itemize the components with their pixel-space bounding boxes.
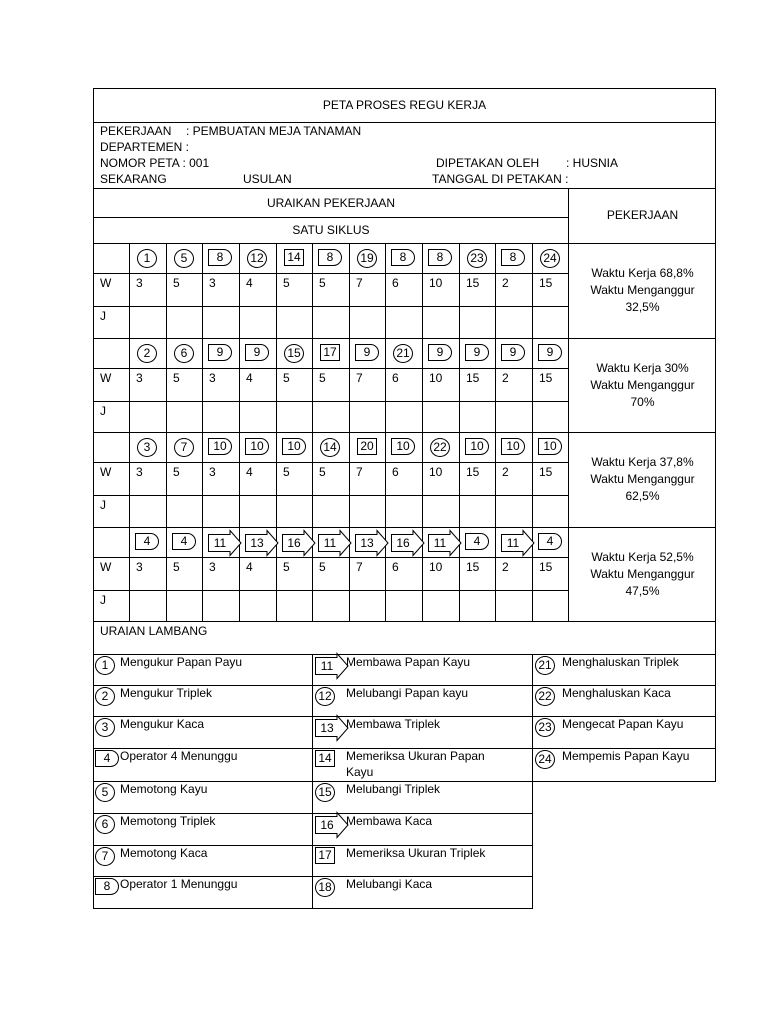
legend-label: Melubangi Papan kayu xyxy=(346,686,469,700)
delay-d-icon: 4 xyxy=(538,533,562,550)
border-line xyxy=(93,243,716,244)
transport-number: 11 xyxy=(433,536,447,550)
grid-line xyxy=(202,243,203,338)
w-value: 15 xyxy=(539,371,553,385)
legend-label: Mengukur Triplek xyxy=(120,686,213,700)
transport-arrow-icon xyxy=(245,534,279,560)
w-value: 7 xyxy=(356,276,363,290)
operation-circle-icon: 18 xyxy=(315,878,335,897)
grid-line xyxy=(239,432,240,527)
delay-d-icon: 9 xyxy=(245,344,269,361)
operation-circle-icon: 3 xyxy=(95,718,115,737)
legend-grid-line xyxy=(93,908,533,909)
grid-line xyxy=(129,243,130,338)
w-value: 4 xyxy=(246,276,253,290)
delay-d-icon: 10 xyxy=(282,438,306,455)
delay-d-icon: 9 xyxy=(208,344,232,361)
grid-line xyxy=(349,432,350,527)
transport-arrow-icon xyxy=(501,534,535,560)
legend-grid-line xyxy=(312,654,313,908)
w-value: 15 xyxy=(466,465,480,479)
w-row-label: W xyxy=(100,465,112,479)
legend-label: Mengukur Kaca xyxy=(120,717,205,731)
grid-line xyxy=(385,432,386,527)
transport-arrow-icon xyxy=(208,534,242,560)
w-value: 7 xyxy=(356,465,363,479)
transport-number: 11 xyxy=(506,536,520,550)
legend-label: Membawa Papan Kayu xyxy=(346,655,471,669)
legend-label: Membawa Triplek xyxy=(346,717,441,731)
transport-number: 11 xyxy=(320,659,334,673)
operation-circle-icon: 22 xyxy=(535,687,555,706)
grid-line xyxy=(459,432,460,527)
grid-line xyxy=(93,527,716,528)
pekerjaan-column-heading: PEKERJAAN xyxy=(606,208,679,222)
transport-arrow-icon xyxy=(391,534,425,560)
grid-line xyxy=(166,243,167,338)
w-value: 5 xyxy=(173,465,180,479)
w-value: 3 xyxy=(136,465,143,479)
grid-line xyxy=(349,338,350,432)
delay-d-icon: 10 xyxy=(501,438,525,455)
transport-arrow-icon xyxy=(318,534,352,560)
operation-circle-icon: 23 xyxy=(535,718,555,737)
grid-line xyxy=(312,432,313,527)
delay-d-icon: 4 xyxy=(172,533,196,550)
border-line xyxy=(93,88,716,89)
inspection-square-icon: 17 xyxy=(315,847,335,864)
grid-line xyxy=(276,338,277,432)
operation-circle-icon: 21 xyxy=(535,656,555,675)
delay-d-icon: 9 xyxy=(465,344,489,361)
w-value: 3 xyxy=(136,560,143,574)
w-value: 3 xyxy=(209,560,216,574)
departemen-label: DEPARTEMEN : xyxy=(100,140,189,154)
w-value: 15 xyxy=(539,560,553,574)
transport-number: 13 xyxy=(250,536,264,550)
grid-line xyxy=(495,527,496,621)
w-value: 6 xyxy=(392,560,399,574)
delay-d-icon: 8 xyxy=(95,878,119,895)
pekerjaan-value: : PEMBUATAN MEJA TANAMAN xyxy=(186,124,362,138)
operation-circle-icon: 3 xyxy=(137,438,157,457)
transport-arrow-icon xyxy=(315,719,349,745)
grid-line xyxy=(129,338,130,432)
w-value: 5 xyxy=(319,371,326,385)
grid-line xyxy=(532,338,533,432)
grid-line xyxy=(495,243,496,338)
legend-label: Mempemis Papan Kayu xyxy=(562,749,690,763)
grid-line xyxy=(93,495,569,496)
w-value: 3 xyxy=(136,276,143,290)
operation-circle-icon: 12 xyxy=(315,687,335,706)
grid-line xyxy=(312,243,313,338)
w-value: 2 xyxy=(502,371,509,385)
w-value: 5 xyxy=(173,371,180,385)
w-value: 5 xyxy=(173,560,180,574)
delay-d-icon: 4 xyxy=(465,533,489,550)
operation-circle-icon: 1 xyxy=(137,249,157,268)
w-value: 2 xyxy=(502,465,509,479)
dipetakan-value: : HUSNIA xyxy=(566,156,619,170)
w-value: 15 xyxy=(466,371,480,385)
inspection-square-icon: 14 xyxy=(315,750,335,767)
summary-line: 47,5% xyxy=(625,584,660,598)
w-value: 4 xyxy=(246,465,253,479)
legend-label: Mengukur Papan Payu xyxy=(120,655,243,669)
legend-label: Memotong Triplek xyxy=(120,814,216,828)
grid-line xyxy=(532,432,533,527)
grid-line xyxy=(166,527,167,621)
grid-line xyxy=(129,527,130,621)
operation-circle-icon: 7 xyxy=(95,847,115,866)
border-line xyxy=(93,188,716,189)
summary-line: 32,5% xyxy=(625,300,660,314)
summary-line: 62,5% xyxy=(625,489,660,503)
dipetakan-label: DIPETAKAN OLEH xyxy=(436,156,540,170)
w-value: 3 xyxy=(209,371,216,385)
w-value: 5 xyxy=(283,276,290,290)
pekerjaan-label: PEKERJAAN xyxy=(100,124,172,138)
legend-label: Membawa Kaca xyxy=(346,814,433,828)
grid-line xyxy=(239,338,240,432)
operation-circle-icon: 23 xyxy=(467,249,487,268)
w-value: 5 xyxy=(283,371,290,385)
transport-number: 13 xyxy=(360,536,374,550)
summary-line: Waktu Menganggur xyxy=(590,283,695,297)
transport-arrow-icon xyxy=(428,534,462,560)
w-value: 10 xyxy=(429,465,443,479)
w-value: 4 xyxy=(246,560,253,574)
transport-arrow-icon xyxy=(315,816,349,842)
legend-label: Menghaluskan Triplek xyxy=(562,655,679,669)
operation-circle-icon: 12 xyxy=(247,249,267,268)
grid-line xyxy=(93,338,716,339)
grid-line xyxy=(93,590,569,591)
grid-line xyxy=(349,243,350,338)
legend-label: Mengecat Papan Kayu xyxy=(562,717,684,731)
grid-line xyxy=(312,338,313,432)
w-row-label: W xyxy=(100,276,112,290)
delay-d-icon: 8 xyxy=(428,249,452,266)
grid-line xyxy=(93,462,569,463)
grid-line xyxy=(532,243,533,338)
w-value: 10 xyxy=(429,560,443,574)
operation-circle-icon: 6 xyxy=(174,344,194,363)
legend-label-cont: Kayu xyxy=(346,765,374,779)
delay-d-icon: 4 xyxy=(95,750,119,767)
grid-line xyxy=(422,338,423,432)
legend-label: Memeriksa Ukuran Triplek xyxy=(346,846,486,860)
grid-line xyxy=(276,243,277,338)
delay-d-icon: 10 xyxy=(391,438,415,455)
operation-circle-icon: 1 xyxy=(95,656,115,675)
grid-line xyxy=(459,338,460,432)
delay-d-icon: 8 xyxy=(208,249,232,266)
delay-d-icon: 10 xyxy=(208,438,232,455)
inspection-square-icon: 20 xyxy=(357,438,377,455)
legend-label: Menghaluskan Kaca xyxy=(562,686,671,700)
legend-label: Operator 4 Menunggu xyxy=(120,749,238,763)
transport-arrow-icon xyxy=(315,657,349,683)
transport-arrow-icon xyxy=(282,534,316,560)
transport-number: 11 xyxy=(213,536,227,550)
grid-line xyxy=(129,432,130,527)
summary-line: Waktu Kerja 37,8% xyxy=(591,455,694,469)
grid-line xyxy=(202,432,203,527)
legend-label: Memotong Kayu xyxy=(120,782,208,796)
w-value: 6 xyxy=(392,371,399,385)
grid-line xyxy=(495,432,496,527)
w-value: 6 xyxy=(392,276,399,290)
w-value: 7 xyxy=(356,560,363,574)
delay-d-icon: 4 xyxy=(135,533,159,550)
operation-circle-icon: 21 xyxy=(393,344,413,363)
w-value: 5 xyxy=(319,276,326,290)
operation-circle-icon: 19 xyxy=(357,249,377,268)
legend-label: Memotong Kaca xyxy=(120,846,208,860)
inspection-square-icon: 17 xyxy=(320,344,340,361)
operation-circle-icon: 5 xyxy=(174,249,194,268)
grid-line xyxy=(93,401,569,402)
operation-circle-icon: 2 xyxy=(137,344,157,363)
operation-circle-icon: 14 xyxy=(320,438,340,457)
delay-d-icon: 10 xyxy=(538,438,562,455)
w-value: 5 xyxy=(319,560,326,574)
w-value: 15 xyxy=(466,276,480,290)
w-value: 3 xyxy=(209,276,216,290)
grid-line xyxy=(239,243,240,338)
w-value: 2 xyxy=(502,560,509,574)
grid-line xyxy=(202,338,203,432)
delay-d-icon: 10 xyxy=(465,438,489,455)
delay-d-icon: 9 xyxy=(538,344,562,361)
j-row-label: J xyxy=(100,593,106,607)
border-line xyxy=(93,122,716,123)
delay-d-icon: 9 xyxy=(355,344,379,361)
legend-label: Melubangi Kaca xyxy=(346,877,433,891)
transport-number: 16 xyxy=(320,818,334,832)
summary-line: Waktu Kerja 30% xyxy=(596,361,689,375)
sekarang-label: SEKARANG xyxy=(100,172,167,186)
tanggal-label: TANGGAL DI PETAKAN : xyxy=(432,172,569,186)
page-title: PETA PROSES REGU KERJA xyxy=(322,98,487,112)
j-row-label: J xyxy=(100,309,106,323)
summary-line: Waktu Menganggur xyxy=(590,378,695,392)
operation-circle-icon: 24 xyxy=(535,750,555,769)
operation-circle-icon: 7 xyxy=(174,438,194,457)
grid-line xyxy=(385,243,386,338)
grid-line xyxy=(422,432,423,527)
summary-line: Waktu Menganggur xyxy=(590,472,695,486)
w-value: 5 xyxy=(283,465,290,479)
operation-circle-icon: 24 xyxy=(540,249,560,268)
grid-line xyxy=(93,306,569,307)
summary-line: 70% xyxy=(630,395,655,409)
grid-line xyxy=(459,243,460,338)
grid-line xyxy=(422,243,423,338)
transport-arrow-icon xyxy=(355,534,389,560)
w-value: 15 xyxy=(539,465,553,479)
operation-circle-icon: 2 xyxy=(95,687,115,706)
satu-siklus-heading: SATU SIKLUS xyxy=(292,223,370,237)
j-row-label: J xyxy=(100,404,106,418)
delay-d-icon: 9 xyxy=(501,344,525,361)
w-row-label: W xyxy=(100,560,112,574)
w-value: 6 xyxy=(392,465,399,479)
w-value: 2 xyxy=(502,276,509,290)
legend-title: URAIAN LAMBANG xyxy=(100,624,208,638)
grid-line xyxy=(276,432,277,527)
grid-line xyxy=(202,527,203,621)
summary-line: Waktu Kerja 68,8% xyxy=(591,266,694,280)
w-value: 4 xyxy=(246,371,253,385)
delay-d-icon: 8 xyxy=(318,249,342,266)
operation-circle-icon: 22 xyxy=(430,438,450,457)
operation-circle-icon: 6 xyxy=(95,815,115,834)
grid-line xyxy=(166,338,167,432)
usulan-label: USULAN xyxy=(243,172,292,186)
legend-label: Memeriksa Ukuran Papan xyxy=(346,749,485,763)
delay-d-icon: 8 xyxy=(391,249,415,266)
legend-grid-line xyxy=(532,654,533,908)
operation-circle-icon: 5 xyxy=(95,783,115,802)
nomor-peta: NOMOR PETA : 001 xyxy=(100,156,210,170)
j-row-label: J xyxy=(100,498,106,512)
w-value: 3 xyxy=(136,371,143,385)
summary-line: Waktu Kerja 52,5% xyxy=(591,550,694,564)
w-value: 3 xyxy=(209,465,216,479)
w-value: 5 xyxy=(173,276,180,290)
operation-circle-icon: 15 xyxy=(284,344,304,363)
delay-d-icon: 8 xyxy=(501,249,525,266)
transport-number: 13 xyxy=(320,721,334,735)
border-line xyxy=(715,88,716,781)
grid-line xyxy=(93,368,569,369)
w-value: 15 xyxy=(466,560,480,574)
w-row-label: W xyxy=(100,371,112,385)
legend-label: Operator 1 Menunggu xyxy=(120,877,238,891)
border-line xyxy=(93,621,716,622)
grid-line xyxy=(385,338,386,432)
transport-number: 16 xyxy=(287,536,301,550)
grid-line xyxy=(93,273,569,274)
delay-d-icon: 10 xyxy=(245,438,269,455)
w-value: 15 xyxy=(539,276,553,290)
w-value: 5 xyxy=(319,465,326,479)
grid-line xyxy=(495,338,496,432)
uraikan-heading: URAIKAN PEKERJAAN xyxy=(266,196,396,210)
transport-number: 16 xyxy=(396,536,410,550)
border-line xyxy=(93,217,569,218)
legend-label: Melubangi Triplek xyxy=(346,782,441,796)
grid-line xyxy=(166,432,167,527)
w-value: 5 xyxy=(283,560,290,574)
delay-d-icon: 9 xyxy=(428,344,452,361)
border-line xyxy=(93,88,94,908)
w-value: 7 xyxy=(356,371,363,385)
w-value: 10 xyxy=(429,371,443,385)
inspection-square-icon: 14 xyxy=(284,249,304,266)
transport-number: 11 xyxy=(323,536,337,550)
operation-circle-icon: 15 xyxy=(315,783,335,802)
summary-line: Waktu Menganggur xyxy=(590,567,695,581)
w-value: 10 xyxy=(429,276,443,290)
grid-line xyxy=(93,432,716,433)
